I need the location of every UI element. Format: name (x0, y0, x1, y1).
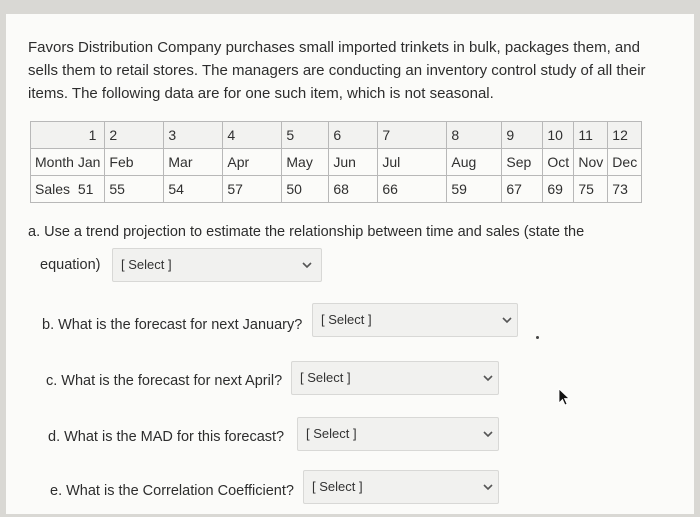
question-a-line1: a. Use a trend projection to estimate the relationship between time and sales (state the (28, 224, 585, 240)
sales-cell: 73 (608, 176, 642, 203)
sales-cell: 59 (447, 176, 502, 203)
sales-data-table (30, 121, 642, 203)
select-placeholder: [ Select ] (121, 257, 172, 272)
month-cell: Oct (543, 149, 574, 176)
chevron-down-icon (482, 372, 494, 384)
month-cell: Feb (105, 149, 164, 176)
answer-d-select[interactable] (297, 417, 499, 451)
sales-cell: Sales 51 (31, 176, 105, 203)
period-cell: 3 (164, 122, 223, 149)
question-d: d. What is the MAD for this forecast? (48, 429, 285, 445)
sales-cell: 50 (282, 176, 329, 203)
period-cell: 2 (105, 122, 164, 149)
period-cell: 10 (543, 122, 574, 149)
sales-cell: 66 (378, 176, 447, 203)
period-cell: 9 (502, 122, 543, 149)
question-b: b. What is the forecast for next January? (42, 317, 303, 333)
month-cell: Sep (502, 149, 543, 176)
sales-cell: 67 (502, 176, 543, 203)
chevron-down-icon (482, 481, 494, 493)
select-placeholder: [ Select ] (321, 312, 372, 327)
period-cell: 4 (223, 122, 282, 149)
period-cell: 8 (447, 122, 502, 149)
sales-cell: 69 (543, 176, 574, 203)
sales-cell: 75 (574, 176, 608, 203)
period-cell: 6 (329, 122, 378, 149)
select-placeholder: [ Select ] (312, 479, 363, 494)
arrow-cursor-icon (558, 388, 574, 408)
month-cell: Dec (608, 149, 642, 176)
chevron-down-icon (501, 314, 513, 326)
answer-e-select[interactable] (303, 470, 499, 504)
period-cell: 7 (378, 122, 447, 149)
table-row-sales (31, 176, 642, 203)
month-cell: Jun (329, 149, 378, 176)
sales-cell: 54 (164, 176, 223, 203)
period-cell: 5 (282, 122, 329, 149)
month-cell: Mar (164, 149, 223, 176)
table-row-month (31, 149, 642, 176)
sales-cell: 68 (329, 176, 378, 203)
month-cell: Nov (574, 149, 608, 176)
month-cell: May (282, 149, 329, 176)
problem-statement: Favors Distribution Company purchases small imported trinkets in bulk, packages them, and sells them to retail stores. The managers are conducting an inventory control study of all their items. The following data are for one such item, which is not seasonal. (28, 39, 646, 102)
period-cell: 1 (31, 122, 105, 149)
question-e: e. What is the Correlation Coefficient? (50, 483, 294, 499)
stray-mark (536, 336, 539, 339)
answer-a-select[interactable] (112, 248, 322, 282)
period-cell: 11 (574, 122, 608, 149)
sales-cell: 57 (223, 176, 282, 203)
question-a-line2: equation) (40, 257, 101, 273)
chevron-down-icon (482, 428, 494, 440)
month-cell: Month Jan (31, 149, 105, 176)
chevron-down-icon (301, 259, 313, 271)
month-cell: Aug (447, 149, 502, 176)
select-placeholder: [ Select ] (300, 370, 351, 385)
question-c: c. What is the forecast for next April? (46, 373, 283, 389)
question-page (6, 14, 694, 514)
table-row-period (31, 122, 642, 149)
answer-c-select[interactable] (291, 361, 499, 395)
month-cell: Apr (223, 149, 282, 176)
answer-b-select[interactable] (312, 303, 518, 337)
select-placeholder: [ Select ] (306, 426, 357, 441)
month-cell: Jul (378, 149, 447, 176)
sales-cell: 55 (105, 176, 164, 203)
period-cell: 12 (608, 122, 642, 149)
